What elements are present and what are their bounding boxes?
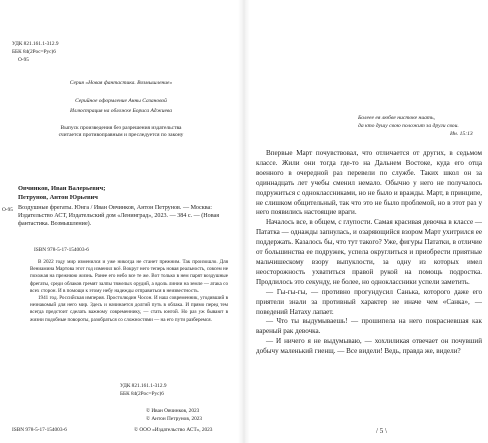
udk-code: УДК 821.161.1-312.9 bbox=[12, 41, 59, 47]
annotation-paragraph: В 2022 году мир изменился и уже никогда не станет прежним. Так произошло. Для Вениамина Мартова этот год изменил всё. Вокруг него теперь новая реальность, совсем не похожая на прежнюю жизнь. Ранее его небо все те же. Вот только в нем парят воздушные фрегаты, среди облаков гремят залпы тяжелых орудий, а вдоль линии на земле — атака со всех сторон. И в помощи к этому небу надежды отправиться в неизвестность. bbox=[30, 259, 228, 294]
body-paragraph: — Что ты выдумываешь! — прошипела на него покрасневшая как вареный рак девочка. bbox=[256, 317, 482, 336]
body-paragraph: Впервые Март почувствовал, что отличается от других, в седьмом классе. Жили они тогда где-то на Дальнем Востоке, куда его отца военного в очередной раз перевели по службе. Таких школ он за одиннадцать лет учебы сменил немало. Обычно у него не получалось подружиться с одноклассниками, но не было и вражды. Март, в принципе, не слишком общительный, так что это не было проблемой, но в этот раз у него появились настоящие враги. bbox=[256, 149, 482, 217]
author-sign: О-95 bbox=[18, 57, 29, 63]
page-number: / 5 \ bbox=[376, 427, 387, 435]
annotation-paragraph: 1941 год. Российская империя. Простолюдин Чосон. И наш современник, угодивший в незнакомый для него мир. Здесь и начинается долгий путь в облака. И прямо перед тем всегда предстоит сделать важному современнику, — стать юнгой. Но раз уж бывают в жизни подобные повороты, разобраться со сложностями — на его пути разберемся. bbox=[30, 295, 228, 323]
annotation bbox=[30, 259, 228, 324]
book-description: Воздушные фрегаты. Юнга / Иван Овчинков, Антон Петрунов. — Москва: Издательство АСТ, Издательский дом «Ленинград», 2023. — 384 с. — (Новая фантастика. Возмышление). bbox=[18, 205, 220, 227]
bbk-bottom: ББК 84(2Рос=Рус)6 bbox=[120, 391, 164, 397]
author-sign-margin: О-95 bbox=[2, 207, 13, 213]
left-page bbox=[0, 0, 242, 443]
epigraph-reference: Ин. 15:13 bbox=[450, 131, 473, 137]
body-paragraph: — И ничего я не выдумываю, — хохлиликая отвечает он почувший добычу маленький гиенщ. — Все видели! Ведь, правда же, видели? bbox=[256, 337, 482, 356]
isbn-top: ISBN 978-5-17-154003-6 bbox=[34, 247, 89, 253]
copyright-line: © ООО «Издательство АСТ», 2023 bbox=[134, 427, 213, 433]
authors-heading: Петрунов, Антон Юрьевич bbox=[18, 194, 98, 201]
epigraph-line: да кто душу свою положит за други свои. bbox=[358, 123, 459, 129]
rights-notice bbox=[0, 125, 242, 139]
series-title: Серия «Новая фантастика. Возмышление» bbox=[69, 80, 173, 86]
copyright-line: © Антон Петрунов, 2023 bbox=[146, 416, 203, 422]
chapter-body bbox=[256, 149, 482, 357]
right-page bbox=[246, 0, 488, 443]
body-paragraph: Началось все, в общем, с глупости. Самая красивая девочка в классе — Пататка — однажды запнулась, и озаряющийся взором Март ухитрился ее поддержать. Казалось бы, что тут такого? Уже, фигуры Пататки, в отличие от большинства ее подружек, успела округлиться и приобрести приятные мальчишескому взору выпуклости, за одну из которых имел неосторожность ухватиться правой рукой на помощь подростка. Продлилось это секунду, не более, но одноклассники успели заметить. bbox=[256, 218, 482, 286]
copyright-line: © Иван Овчинков, 2023 bbox=[146, 408, 200, 414]
rights-line: считается противоправным и преследуется по закону bbox=[58, 132, 184, 138]
body-paragraph: — Гы-гы-гы, — противно прогундусил Санька, которого даже его приятели знали за противный характер не иначе чем «Санка», — поведений Натаху лапает. bbox=[256, 287, 482, 316]
epigraph-line: Болеее ея любве нистоке ниать, bbox=[358, 115, 435, 121]
design-credit: Серийное оформление Анны Сазановой bbox=[75, 98, 167, 104]
authors-heading: Овчинков, Иван Валерьевич; bbox=[18, 185, 106, 192]
page-number-value: 5 bbox=[379, 427, 384, 435]
bbk-code: ББК 84(2Рос=Рус)6 bbox=[12, 49, 56, 55]
illustration-credit: Иллюстрация на обложке Бориса Аджиева bbox=[70, 108, 172, 114]
isbn-bottom: ISBN 978-5-17-154003-6 bbox=[12, 427, 67, 433]
rights-line: Выпуск произведения без разрешения издательства bbox=[60, 125, 182, 131]
udk-bottom: УДК 821.161.1-312.9 bbox=[120, 383, 167, 389]
